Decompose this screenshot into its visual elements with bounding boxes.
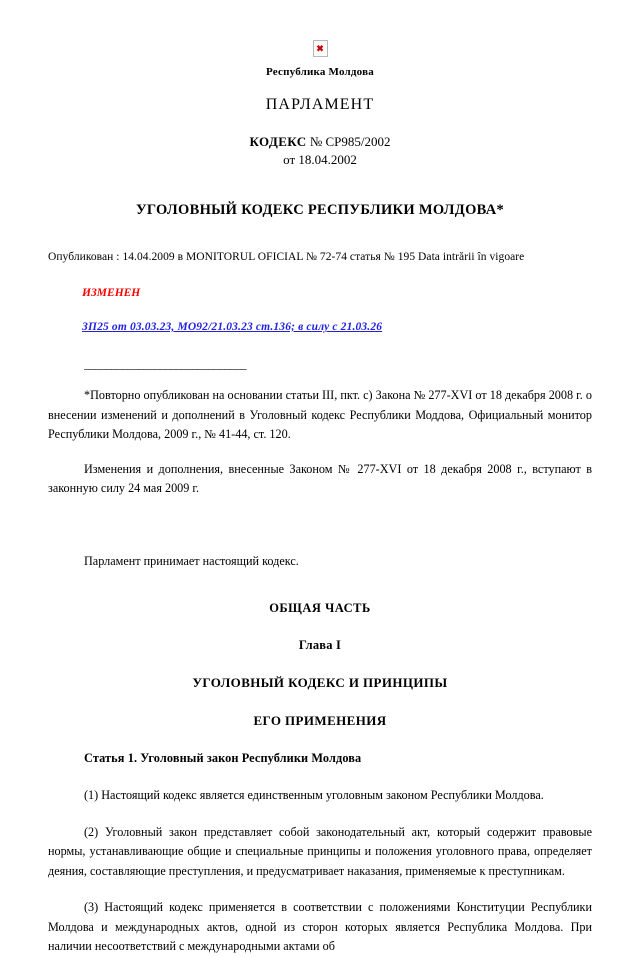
spacer xyxy=(48,516,592,552)
chapter-title-line-2: ЕГО ПРИМЕНЕНИЯ xyxy=(253,713,387,728)
footnote-paragraph: *Повторно опубликован на основании статьи III, пкт. c) Закона № 277-XVI от 18 декабря 2008 г. о внесении изменений и дополнений в Уголовный кодекс Республики Моддова, Официальный монитор Республики Молдова, 2009 г., № 41-44, ст. 120. xyxy=(48,388,592,441)
amendment-link[interactable]: ЗП25 от 03.03.23, МО92/21.03.23 ст.136; в силу с 21.03.26 xyxy=(82,321,383,333)
header-emblem-container xyxy=(48,40,592,57)
broken-image-glyph: ✖ xyxy=(316,43,324,53)
code-number-line xyxy=(48,134,592,150)
article-paragraph-2: (2) Уголовный закон представляет собой законодательный акт, который содержит правовые нормы, устанавливающие общие и специальные принципы и положения уголовного права, определяет деяния, составляющие преступления, и предусматривает наказания, применяемые к преступникам. xyxy=(48,824,592,878)
enacting-clause: Парламент принимает настоящий кодекс. xyxy=(84,553,299,568)
amendment-status-badge: ИЗМЕНЕН xyxy=(82,287,141,299)
chapter-heading: Глава I xyxy=(298,638,342,652)
amendment-note-paragraph: Изменения и дополнения, внесенные Законом № 277-XVI от 18 декабря 2008 г., вступают в законную силу 24 мая 2009 г. xyxy=(48,461,592,495)
code-date: от 18.04.2002 xyxy=(283,152,357,167)
country-subtitle: Республика Молдова xyxy=(266,66,374,78)
code-label: КОДЕКС xyxy=(249,134,307,149)
article-paragraph-1: (1) Настоящий кодекс является единственным уголовным законом Республики Молдова. xyxy=(84,788,544,802)
amendment-block xyxy=(82,287,592,335)
broken-image-icon xyxy=(313,40,328,57)
publication-line: Опубликован : 14.04.2009 в MONITORUL OFICIAL № 72-74 статья № 195 Data intrării în vigoare xyxy=(48,251,525,263)
article-paragraph-3: (3) Настоящий кодекс применяется в соответствии с положениями Конституции Республики Молдова и международных актов, одной из сторон которых является Республика Молдова. При наличии несоответствий с международными актами об xyxy=(48,900,592,953)
chapter-title-line-1: УГОЛОВНЫЙ КОДЕКС И ПРИНЦИПЫ xyxy=(192,675,448,690)
part-heading: ОБЩАЯ ЧАСТЬ xyxy=(269,601,371,615)
code-number: № CP985/2002 xyxy=(309,134,391,149)
institution-heading: ПАРЛАМЕНТ xyxy=(265,96,375,113)
page-title: УГОЛОВНЫЙ КОДЕКС РЕСПУБЛИКИ МОЛДОВА* xyxy=(135,202,505,218)
article-heading: Статья 1. Уголовный закон Республики Молдова xyxy=(84,751,362,765)
horizontal-separator: ______________________________ xyxy=(84,357,247,371)
